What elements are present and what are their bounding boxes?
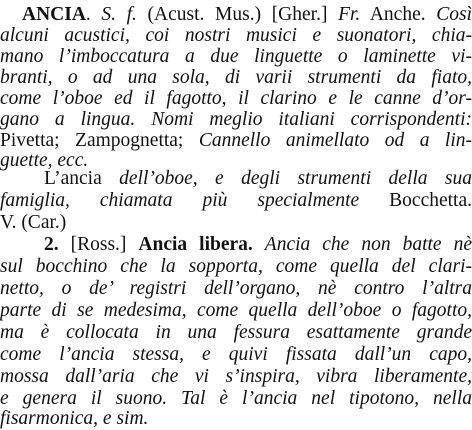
- example-term: Bocchetta.: [389, 190, 472, 211]
- sense2-line-1: [44, 234, 472, 256]
- sense2-line-9: fisarmonica, e sim.: [0, 408, 149, 429]
- example-line-2: [0, 190, 472, 212]
- synonyms: Pivetta; Zampognetta;: [0, 130, 184, 151]
- entry-line-7: [0, 130, 472, 152]
- sense2-line-4: parte di se medesima, come quella dell’oboe o fagotto,: [0, 300, 472, 321]
- french-word: Anche.: [369, 4, 426, 25]
- synonym-italic: Cannello animellato od a lin-: [198, 130, 472, 151]
- entry-line-4: branti, o ad una sola, di varii strumenti da fiato,: [0, 67, 472, 88]
- definition-start: Così: [436, 4, 472, 25]
- example-text: dell’oboe, e degli strumenti della sua: [119, 168, 472, 189]
- example-line-1: [44, 168, 472, 190]
- entry-line-8: guette, ecc.: [0, 150, 89, 171]
- grammar-label: S. f.: [101, 4, 137, 25]
- source-ref-gher: [Gher.]: [271, 4, 328, 25]
- example-line-3: V. (Car.): [0, 212, 67, 233]
- example-text-cont: famiglia, chiamata più specialmente: [0, 190, 360, 211]
- sense2-line-3: netto, o de’ registri dell’organo, nè contro l’altra: [0, 278, 472, 299]
- sense2-line-6: come l’ancia stessa, e quivi fissata dall’un capo,: [0, 344, 472, 365]
- entry-line-2: alcuni acustici, coi nostri musici e suonatori, chia-: [0, 25, 472, 46]
- entry-line-5: come l’oboe ed il fagotto, il clarino e le canne d’or-: [0, 88, 472, 109]
- example-lead: L’ancia: [44, 168, 102, 189]
- sense2-line-2: sul bocchino che la sopporta, come quella del clari-: [0, 256, 472, 277]
- headword: ANCIA: [22, 4, 86, 25]
- sense2-line-7: mossa dall’aria che vi s’inspira, vibra liberamente,: [0, 366, 472, 387]
- sense2-line-8: e genera il suono. Tal è l’ancia nel tipotono, nella: [0, 388, 472, 409]
- sense-ref: [Ross.]: [70, 234, 127, 255]
- sense-headword: Ancia libera.: [138, 234, 253, 255]
- sense2-line-5: ma è collocata in una fessura esattamente grande: [0, 322, 472, 343]
- entry-line-3: mano l’imboccatura a due linguette o laminette vi-: [0, 46, 472, 67]
- entry-line-6: gano a lingua. Nomi meglio italiani corrispondenti:: [0, 109, 472, 130]
- sense-number: 2.: [44, 234, 59, 255]
- sense-def-start: Ancia che non batte nè: [264, 234, 472, 255]
- entry-line-1: ANCIA. S. f. (Acust. Mus.) [Gher.] Fr. Anche. Così: [22, 4, 472, 25]
- field-label: (Acust. Mus.): [147, 4, 262, 25]
- french-label: Fr.: [338, 4, 361, 25]
